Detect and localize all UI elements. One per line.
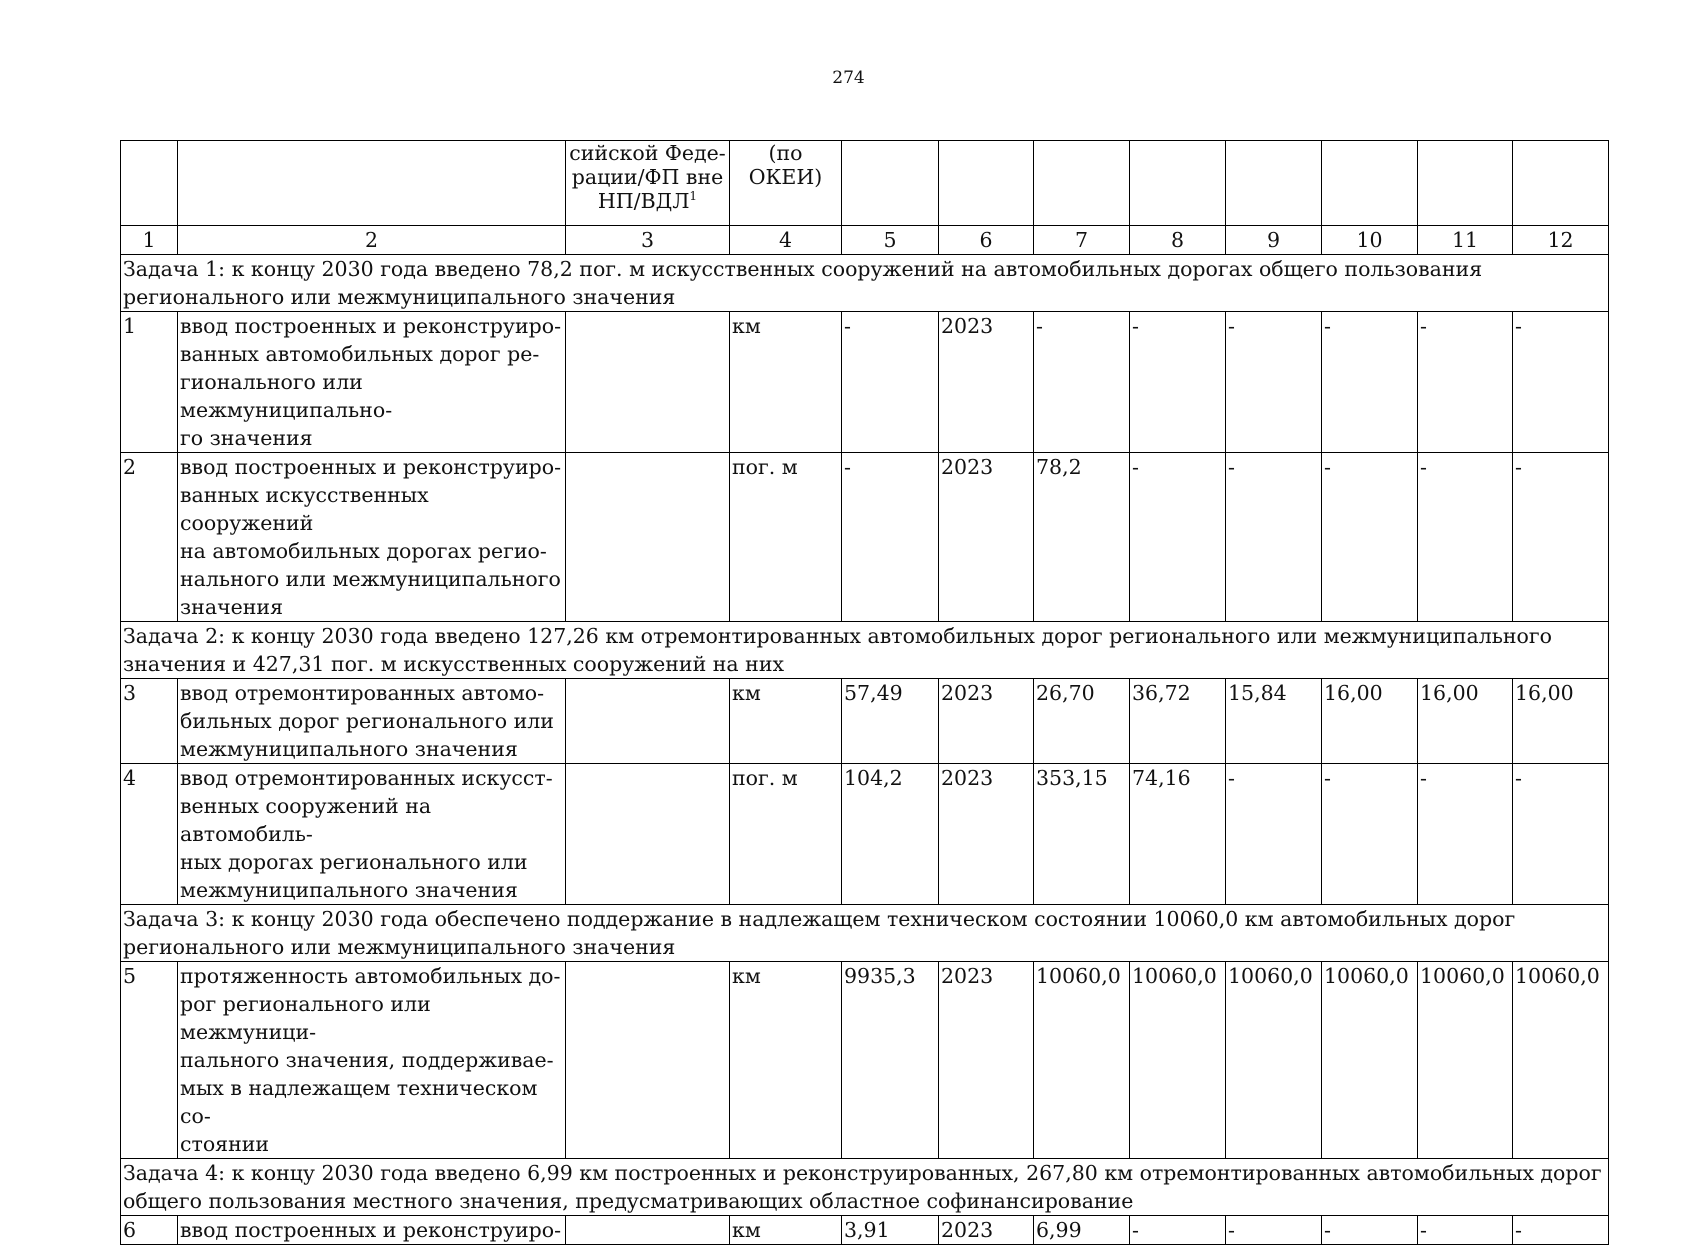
indicator-name: ввод отремонтированных автомо- бильных дорог регионального или межмуниципального значения <box>178 679 566 764</box>
task-title: Задача 2: к концу 2030 года введено 127,26 км отремонтированных автомобильных дорог регионального или межмуниципального значения и 427,31 пог. м искусственных сооружений на них <box>121 622 1609 679</box>
base-year: 2023 <box>939 679 1034 764</box>
level-cell <box>566 962 730 1159</box>
row-number: 4 <box>121 764 178 905</box>
unit-cell: км <box>730 962 842 1159</box>
column-numbers-row <box>121 226 1609 255</box>
base-value: - <box>842 453 939 622</box>
value-col10: - <box>1322 764 1418 905</box>
page-number: 274 <box>832 68 865 88</box>
value-col7: - <box>1034 312 1130 453</box>
task-row <box>121 905 1609 962</box>
value-col7: 353,15 <box>1034 764 1130 905</box>
indicator-name: ввод построенных и реконструиро- ванных искусственных сооружений на автомобильных дорогах регио- нального или межмуниципального значения <box>178 453 566 622</box>
header-cell-unit: (по ОКЕИ) <box>730 141 842 226</box>
indicators-table <box>120 140 1609 1245</box>
value-col7: 26,70 <box>1034 679 1130 764</box>
level-cell <box>566 1216 730 1245</box>
column-number: 12 <box>1513 226 1609 255</box>
level-cell <box>566 453 730 622</box>
header-cell <box>1034 141 1130 226</box>
indicator-name: протяженность автомобильных до- рог регионального или межмуници- пального значения, поддерживае- мых в надлежащем техническом со- стоянии <box>178 962 566 1159</box>
base-year: 2023 <box>939 1216 1034 1245</box>
base-year: 2023 <box>939 312 1034 453</box>
column-number: 2 <box>178 226 566 255</box>
task-row <box>121 622 1609 679</box>
task-row <box>121 255 1609 312</box>
value-col9: 10060,0 <box>1226 962 1322 1159</box>
value-col12: - <box>1513 1216 1609 1245</box>
column-number: 10 <box>1322 226 1418 255</box>
header-cell <box>1513 141 1609 226</box>
header-row <box>121 141 1609 226</box>
table-row <box>121 679 1609 764</box>
header-cell <box>1418 141 1513 226</box>
indicator-name: ввод построенных и реконструиро- ванных автомобильных дорог ре- гионального или межмуниципально- го значения <box>178 312 566 453</box>
column-number: 5 <box>842 226 939 255</box>
unit-cell: пог. м <box>730 764 842 905</box>
value-col9: - <box>1226 764 1322 905</box>
header-cell <box>842 141 939 226</box>
indicator-name: ввод отремонтированных искусст- венных сооружений на автомобиль- ных дорогах регионального или межмуниципального значения <box>178 764 566 905</box>
base-value: 3,91 <box>842 1216 939 1245</box>
header-cell-level <box>566 141 730 226</box>
value-col8: - <box>1130 1216 1226 1245</box>
value-col10: - <box>1322 453 1418 622</box>
base-value: 9935,3 <box>842 962 939 1159</box>
table-row <box>121 764 1609 905</box>
value-col10: - <box>1322 312 1418 453</box>
value-col7: 10060,0 <box>1034 962 1130 1159</box>
base-value: - <box>842 312 939 453</box>
value-col8: - <box>1130 312 1226 453</box>
value-col11: - <box>1418 312 1513 453</box>
value-col10: - <box>1322 1216 1418 1245</box>
level-cell <box>566 679 730 764</box>
task-title: Задача 1: к концу 2030 года введено 78,2 пог. м искусственных сооружений на автомобильных дорогах общего пользования регионального или межмуниципального значения <box>121 255 1609 312</box>
column-number: 8 <box>1130 226 1226 255</box>
value-col12: 16,00 <box>1513 679 1609 764</box>
header-cell <box>939 141 1034 226</box>
value-col8: 74,16 <box>1130 764 1226 905</box>
level-cell <box>566 312 730 453</box>
table-row <box>121 453 1609 622</box>
unit-cell: км <box>730 1216 842 1245</box>
footnote-mark: 1 <box>689 189 698 204</box>
base-value: 57,49 <box>842 679 939 764</box>
column-number: 4 <box>730 226 842 255</box>
table-row <box>121 1216 1609 1245</box>
value-col11: 10060,0 <box>1418 962 1513 1159</box>
column-number: 6 <box>939 226 1034 255</box>
row-number: 5 <box>121 962 178 1159</box>
task-title: Задача 4: к концу 2030 года введено 6,99 км построенных и реконструированных, 267,80 км отремонтированных автомобильных дорог общего пользования местного значения, предусматривающих областное софинансирование <box>121 1159 1609 1216</box>
unit-cell: км <box>730 312 842 453</box>
row-number: 3 <box>121 679 178 764</box>
header-cell <box>121 141 178 226</box>
base-year: 2023 <box>939 453 1034 622</box>
indicator-name: ввод построенных и реконструиро- <box>178 1216 566 1245</box>
row-number: 2 <box>121 453 178 622</box>
row-number: 1 <box>121 312 178 453</box>
value-col11: - <box>1418 764 1513 905</box>
column-number: 3 <box>566 226 730 255</box>
value-col9: - <box>1226 453 1322 622</box>
value-col11: 16,00 <box>1418 679 1513 764</box>
header-cell <box>1322 141 1418 226</box>
value-col11: - <box>1418 453 1513 622</box>
value-col12: - <box>1513 312 1609 453</box>
value-col7: 78,2 <box>1034 453 1130 622</box>
value-col12: - <box>1513 453 1609 622</box>
value-col8: 36,72 <box>1130 679 1226 764</box>
value-col12: 10060,0 <box>1513 962 1609 1159</box>
header-cell <box>178 141 566 226</box>
column-number: 1 <box>121 226 178 255</box>
header-level-text: сийской Феде- рации/ФП вне НП/ВДЛ <box>569 141 726 213</box>
unit-cell: пог. м <box>730 453 842 622</box>
value-col8: - <box>1130 453 1226 622</box>
value-col10: 16,00 <box>1322 679 1418 764</box>
value-col12: - <box>1513 764 1609 905</box>
value-col11: - <box>1418 1216 1513 1245</box>
value-col10: 10060,0 <box>1322 962 1418 1159</box>
column-number: 7 <box>1034 226 1130 255</box>
value-col9: 15,84 <box>1226 679 1322 764</box>
task-row <box>121 1159 1609 1216</box>
table-row <box>121 312 1609 453</box>
column-number: 11 <box>1418 226 1513 255</box>
value-col9: - <box>1226 312 1322 453</box>
header-cell <box>1130 141 1226 226</box>
table-row <box>121 962 1609 1159</box>
base-value: 104,2 <box>842 764 939 905</box>
level-cell <box>566 764 730 905</box>
value-col9: - <box>1226 1216 1322 1245</box>
task-title: Задача 3: к концу 2030 года обеспечено поддержание в надлежащем техническом состоянии 10060,0 км автомобильных дорог регионального или межмуниципального значения <box>121 905 1609 962</box>
base-year: 2023 <box>939 764 1034 905</box>
base-year: 2023 <box>939 962 1034 1159</box>
value-col7: 6,99 <box>1034 1216 1130 1245</box>
value-col8: 10060,0 <box>1130 962 1226 1159</box>
column-number: 9 <box>1226 226 1322 255</box>
header-cell <box>1226 141 1322 226</box>
row-number: 6 <box>121 1216 178 1245</box>
unit-cell: км <box>730 679 842 764</box>
